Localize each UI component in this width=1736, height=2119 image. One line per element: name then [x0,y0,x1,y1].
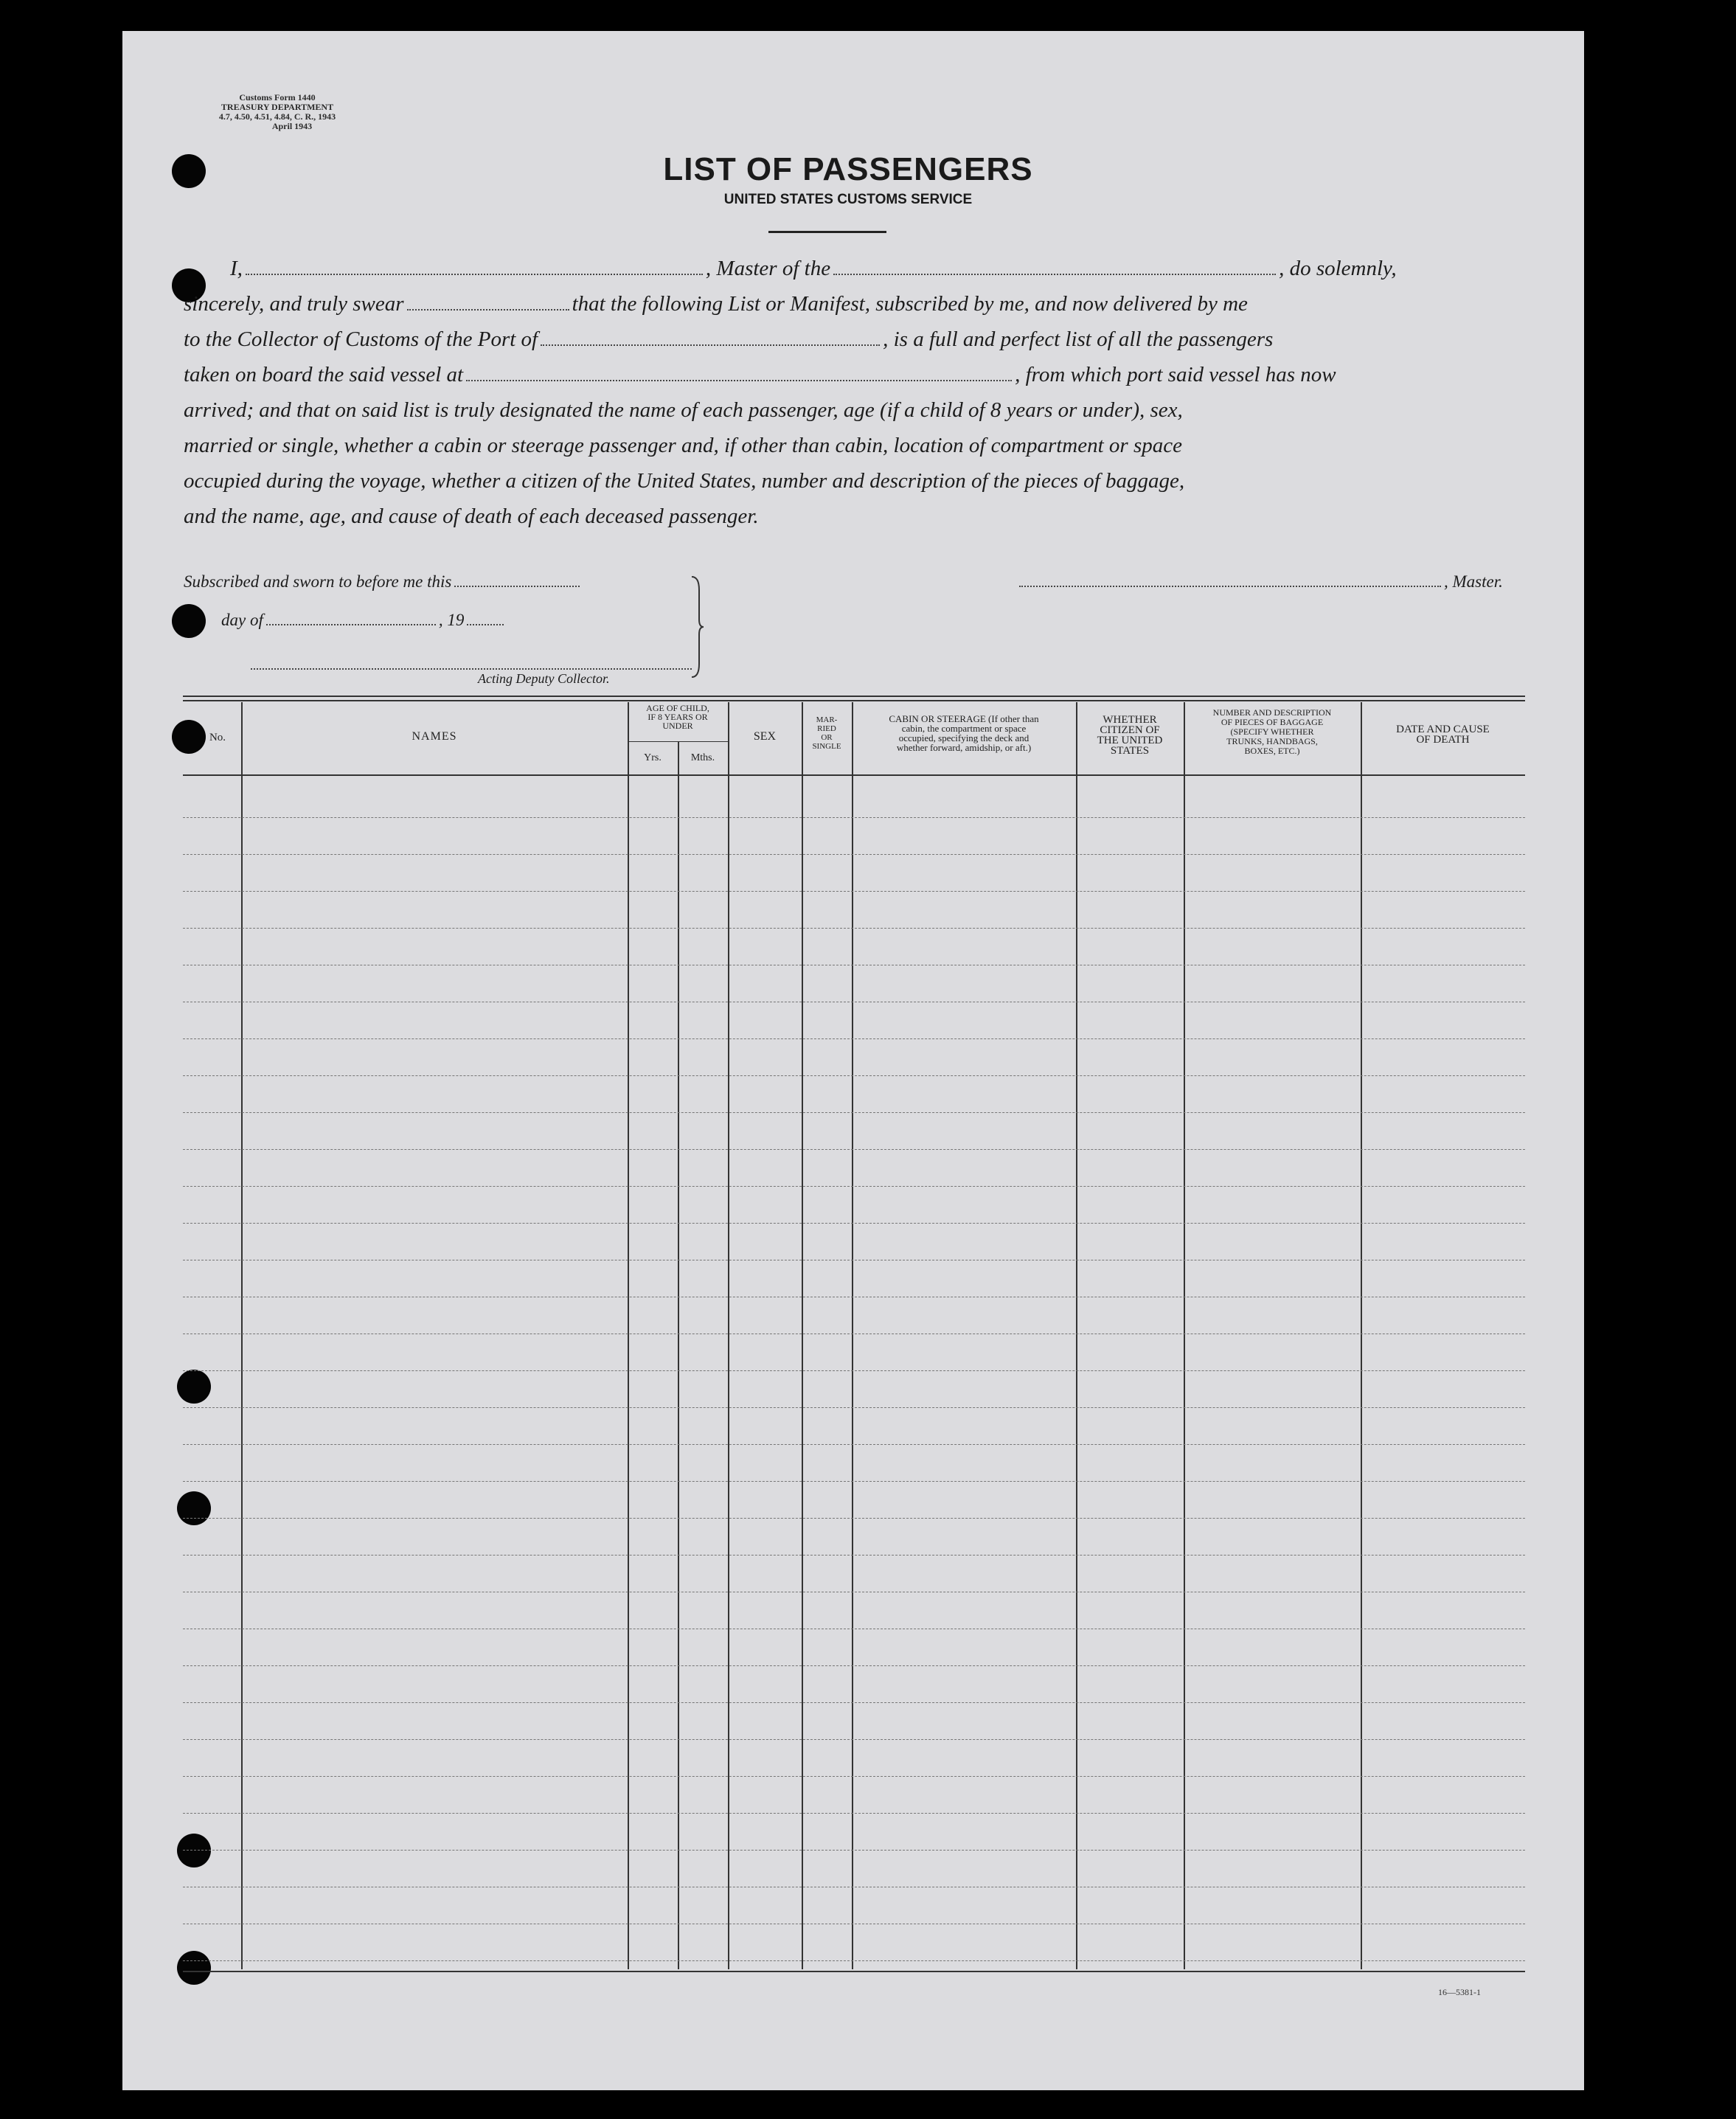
master-signature-field[interactable] [1019,585,1441,587]
table-row[interactable] [183,1075,1525,1076]
punch-hole [177,1491,211,1525]
collector-signature-line[interactable] [251,668,692,670]
column-header-yrs: Yrs. [644,752,662,763]
table-bottom-rule [183,1971,1525,1972]
table-row[interactable] [183,1481,1525,1482]
oath-line-1: I, , Master of the , do solemnly, [230,257,1397,280]
table-row[interactable] [183,1149,1525,1150]
column-divider [1184,702,1185,1969]
table-row[interactable] [183,854,1525,855]
table-row[interactable] [183,1370,1525,1371]
table-row[interactable] [183,1112,1525,1113]
column-header-citizen: WHETHER CITIZEN OF THE UNITED STATES [1097,714,1163,757]
table-row[interactable] [183,1444,1525,1445]
punch-hole [172,604,206,638]
page-subtitle: UNITED STATES CUSTOMS SERVICE [723,192,973,207]
table-row[interactable] [183,1407,1525,1408]
table-row[interactable] [183,1518,1525,1519]
table-row[interactable] [183,1850,1525,1851]
table-row[interactable] [183,1739,1525,1740]
table-row[interactable] [183,1223,1525,1224]
form-identifier [176,93,379,131]
collector-label: Acting Deputy Collector. [478,671,610,686]
table-top-rule-2 [183,700,1525,701]
bracket [690,575,705,679]
oath-line-2: sincerely, and truly swear that the following List or Manifest, subscribed by me, and now delivered by me [184,292,1248,316]
table-row[interactable] [183,817,1525,818]
column-divider [241,702,243,1969]
table-header-bottom [183,774,1525,776]
table-row[interactable] [183,928,1525,929]
print-code: 16—5381-1 [1438,1987,1481,1997]
table-row[interactable] [183,1776,1525,1777]
swear-field[interactable] [407,308,569,311]
table-top-rule [183,696,1525,697]
title-divider [768,231,886,233]
table-row[interactable] [183,891,1525,892]
punch-hole [172,154,206,188]
column-divider [802,702,803,1969]
column-divider [852,702,853,1969]
master-signature: , Master. [1016,572,1503,592]
table-row[interactable] [183,1038,1525,1039]
sworn-line-2: day of , 19 [221,611,507,630]
column-divider [678,741,679,1969]
column-header-mths: Mths. [690,752,715,763]
table-row[interactable] [183,1665,1525,1666]
form-regulations: 4.7, 4.50, 4.51, 4.84, C. R., 1943 [218,111,336,122]
column-header-married: MAR- RIED OR SINGLE [812,715,841,751]
oath-line-8: and the name, age, and cause of death of each deceased passenger. [184,504,759,528]
page-title: LIST OF PASSENGERS [663,151,1033,187]
column-divider [1076,702,1077,1969]
table-row[interactable] [183,1555,1525,1556]
oath-line-4: taken on board the said vessel at , from which port said vessel has now [184,363,1336,386]
table-row[interactable] [183,1960,1525,1961]
punch-hole [177,1951,211,1985]
oath-line-7: occupied during the voyage, whether a citizen of the United States, number and description of the pieces of baggage, [184,469,1185,493]
oath-line-6: married or single, whether a cabin or steerage passenger and, if other than cabin, location of compartment or space [184,434,1182,457]
column-header-death: DATE AND CAUSE OF DEATH [1396,724,1490,746]
oath-line-5: arrived; and that on said list is truly designated the name of each passenger, age (if a child of 8 years or under), sex, [184,398,1183,422]
table-row[interactable] [183,1186,1525,1187]
sworn-year-field[interactable] [467,623,504,625]
sworn-day-field[interactable] [454,585,580,587]
form-department: TREASURY DEPARTMENT [221,102,334,112]
column-divider [1361,702,1362,1969]
master-name-field[interactable] [246,273,703,275]
column-header-sex: SEX [753,730,777,743]
column-header-baggage: NUMBER AND DESCRIPTION OF PIECES OF BAGGAGE (SPECIFY WHETHER TRUNKS, HANDBAGS, BOXES, ETC.) [1212,707,1332,756]
punch-hole [177,1370,211,1404]
port-field[interactable] [541,344,880,346]
oath-line-3: to the Collector of Customs of the Port of , is a full and perfect list of all the passengers [184,327,1274,351]
form-date: April 1943 [271,121,313,131]
table-row[interactable] [183,1813,1525,1814]
table-row[interactable] [183,1702,1525,1703]
departure-port-field[interactable] [466,379,1012,381]
punch-hole [177,1834,211,1867]
column-divider [728,702,729,1969]
form-number: Customs Form 1440 [239,92,316,103]
column-header-cabin: CABIN OR STEERAGE (If other than cabin, the compartment or space occupied, specifying the deck and whether forward, amidship, or aft.) [889,713,1039,753]
vessel-name-field[interactable] [833,273,1276,275]
sworn-line-1: Subscribed and sworn to before me this [184,572,583,592]
column-header-age: AGE OF CHILD, IF 8 YEARS OR UNDER [646,703,709,731]
sworn-month-field[interactable] [266,623,436,625]
column-header-names: NAMES [412,730,457,743]
column-divider [628,702,629,1969]
column-header-no: No. [209,732,226,743]
